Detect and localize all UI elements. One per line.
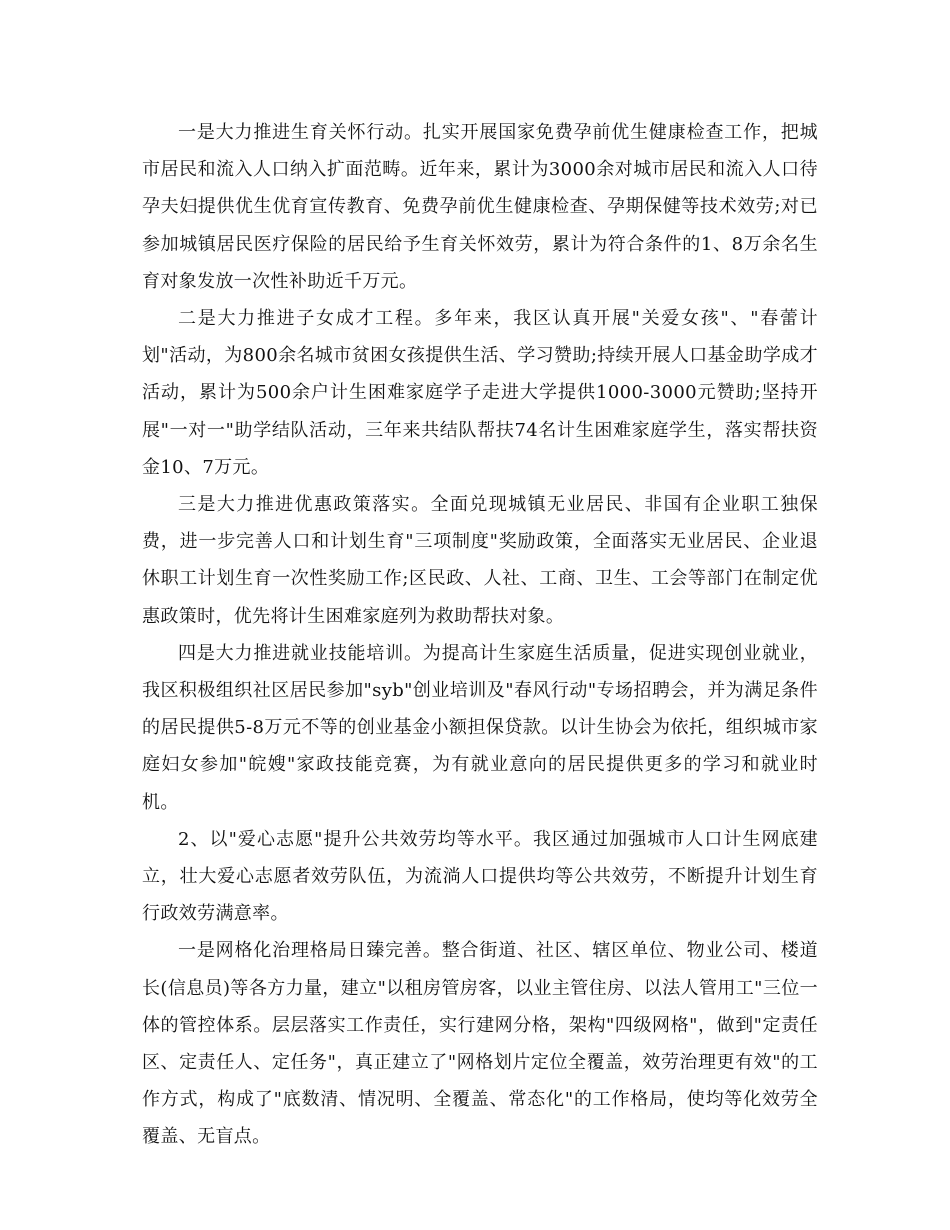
document-body <box>142 114 818 1156</box>
paragraph-3: 三是大力推进优惠政策落实。全面兑现城镇无业居民、非国有企业职工独保费，进一步完善人口和计划生育"三项制度"奖励政策，全面落实无业居民、企业退休职工计划生育一次性奖励工作;区民政、人社、工商、卫生、工会等部门在制定优惠政策时，优先将计生困难家庭列为救助帮扶对象。 <box>142 494 818 627</box>
paragraph-2: 二是大力推进子女成才工程。多年来，我区认真开展"关爱女孩"、"春蕾计划"活动，为800余名城市贫困女孩提供生活、学习赞助;持续开展人口基金助学成才活动，累计为500余户计生困难家庭学子走进大学提供1000-3000元赞助;坚持开展"一对一"助学结队活动，三年来共结队帮扶74名计生困难家庭学生，落实帮扶资金10、7万元。 <box>142 308 818 478</box>
paragraph-1: 一是大力推进生育关怀行动。扎实开展国家免费孕前优生健康检查工作，把城市居民和流入人口纳入扩面范畴。近年来，累计为3000余对城市居民和流入人口待孕夫妇提供优生优育宣传教育、免费孕前优生健康检查、孕期保健等技术效劳;对已参加城镇居民医疗保险的居民给予生育关怀效劳，累计为符合条件的1、8万余名生育对象发放一次性补助近千万元。 <box>142 122 818 292</box>
paragraph-5: 2、以"爱心志愿"提升公共效劳均等水平。我区通过加强城市人口计生网底建立，壮大爱心志愿者效劳队伍，为流淌人口提供均等公共效劳，不断提升计划生育行政效劳满意率。 <box>142 828 818 925</box>
paragraph-6: 一是网格化治理格局日臻完善。整合街道、社区、辖区单位、物业公司、楼道长(信息员)等各方力量，建立"以租房管房客，以业主管住房、以法人管用工"三位一体的管控体系。层层落实工作责任，实行建网分格，架构"四级网格"，做到"定责任区、定责任人、定任务"，真正建立了"网格划片定位全覆盖，效劳治理更有效"的工作方式，构成了"底数清、情况明、全覆盖、常态化"的工作格局，使均等化效劳全覆盖、无盲点。 <box>142 940 818 1148</box>
paragraph-4: 四是大力推进就业技能培训。为提高计生家庭生活质量，促进实现创业就业，我区积极组织社区居民参加"syb"创业培训及"春风行动"专场招聘会，并为满足条件的居民提供5-8万元不等的创业基金小额担保贷款。以计生协会为依托，组织城市家庭妇女参加"皖嫂"家政技能竞赛，为有就业意向的居民提供更多的学习和就业时机。 <box>142 642 818 813</box>
